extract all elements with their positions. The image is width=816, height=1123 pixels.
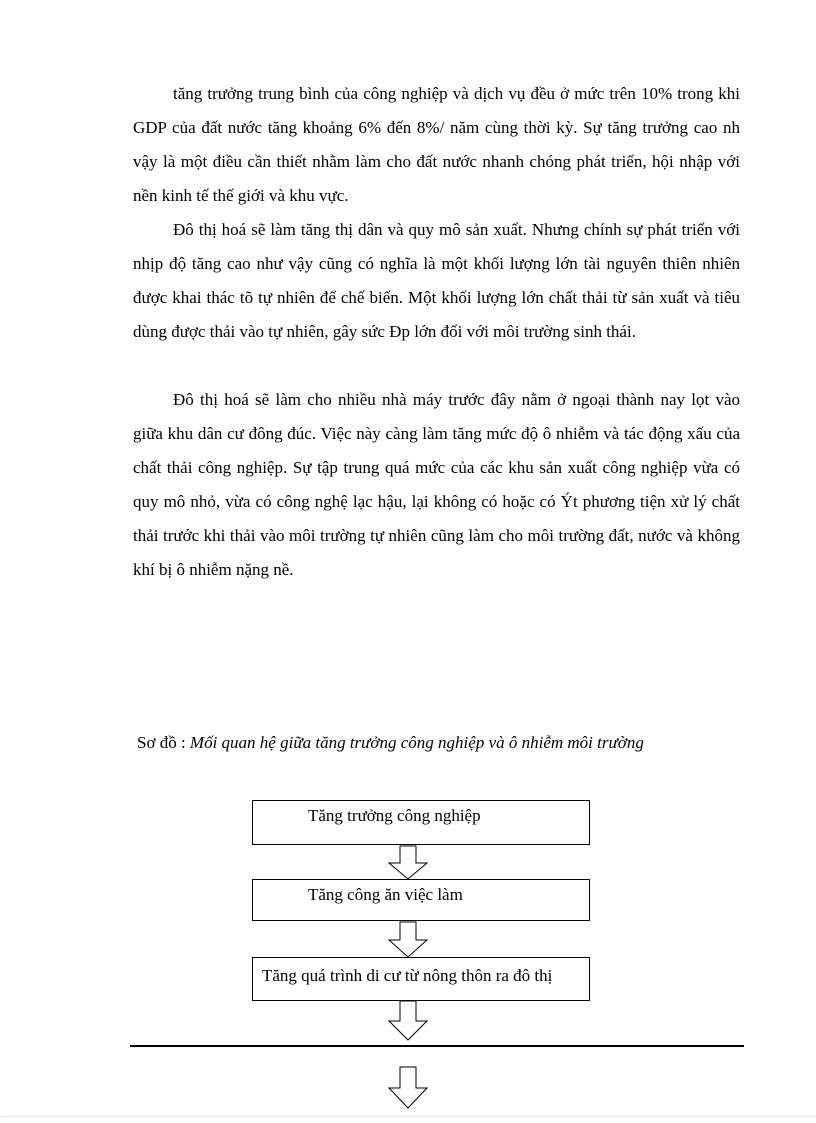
page-bottom-border: [0, 1116, 816, 1117]
flow-node-rural-urban-migration: Tăng quá trình di cư từ nông thôn ra đô thị: [252, 957, 590, 1001]
diagram-caption: [137, 733, 644, 753]
down-arrow-icon: [386, 1000, 430, 1042]
flow-node-industrial-growth: Tăng trưởng công nghiệp: [252, 800, 590, 845]
down-arrow-icon: [386, 921, 430, 959]
page-divider: [130, 1045, 744, 1047]
paragraph-3: Đô thị hoá sẽ làm cho nhiều nhà máy trước đây nằm ở ngoại thành nay lọt vào giữa khu dân cư đông đúc. Việc này càng làm tăng mức độ ô nhiễm và tác động xấu của chất thải công nghiệp. Sự tập trung quá mức của các khu sản xuất công nghiệp vừa có quy mô nhỏ, vừa có công nghệ lạc hậu, lại không có hoặc có Ýt phương tiện xử lý chất thải trước khi thải vào môi trường tự nhiên cũng làm cho môi trường đất, nước và không khí bị ô nhiễm nặng nề.: [133, 390, 740, 579]
paragraph-1: tăng trưởng trung bình của công nghiệp và dịch vụ đều ở mức trên 10% trong khi GDP của đất nước tăng khoảng 6% đến 8%/ năm cùng thời kỳ. Sự tăng trưởng cao nh vậy là một điều cần thiết nhằm làm cho đất nước nhanh chóng phát triển, hội nhập với nền kinh tế thế giới và khu vực.: [133, 84, 740, 205]
caption-prefix: Sơ đồ :: [137, 733, 190, 752]
down-arrow-icon: [386, 845, 430, 881]
down-arrow-icon: [386, 1066, 430, 1110]
paragraph-2: Đô thị hoá sẽ làm tăng thị dân và quy mô sản xuất. Nhưng chính sự phát triển với nhịp độ tăng cao như vậy cũng có nghĩa là một khối lượng lớn tài nguyên thiên nhiên được khai thác tõ tự nhiên để chế biến. Một khối lượng lớn chất thải từ sản xuất và tiêu dùng được thải vào tự nhiên, gây sức Ðp lớn đối với môi trường sinh thái.: [133, 220, 740, 341]
caption-title: Mối quan hệ giữa tăng trưởng công nghiệp và ô nhiễm môi trường: [189, 733, 644, 752]
flow-node-more-jobs: Tăng công ăn việc làm: [252, 879, 590, 921]
